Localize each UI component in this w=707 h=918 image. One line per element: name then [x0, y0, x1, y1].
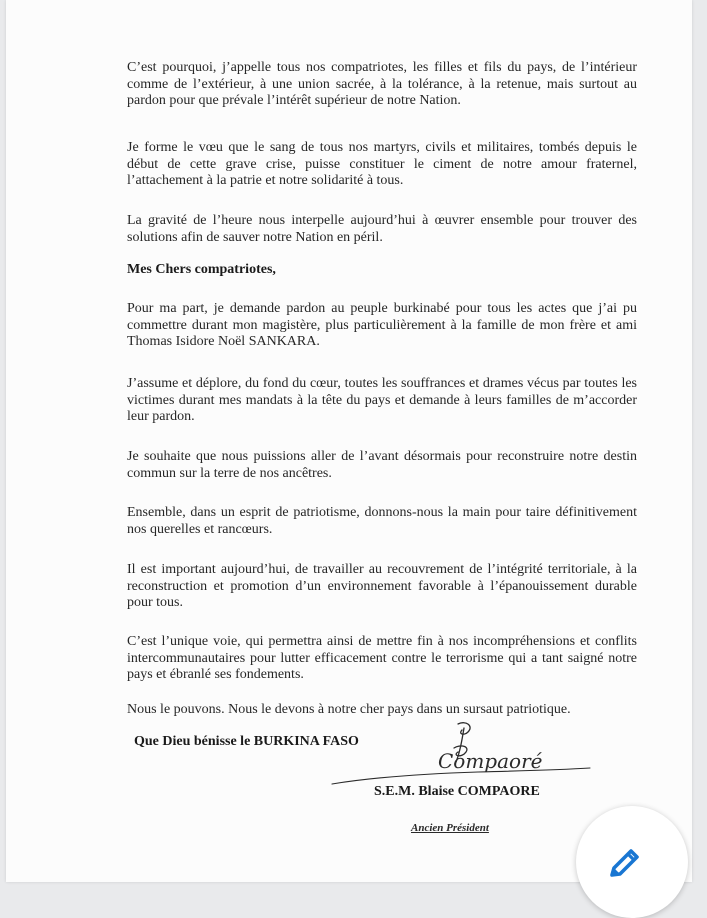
document-page — [6, 0, 692, 882]
paragraph-6: Je souhaite que nous puissions aller de l’avant désormais pour reconstruire notre destin commun sur la terre de nos ancêtres. — [127, 449, 637, 481]
paragraph-4: Pour ma part, je demande pardon au peuple burkinabé pour tous les actes que j’ai pu commettre durant mon magistère, plus particulièrement à la famille de mon frère et ami Thomas Isidore Noël SANKARA. — [127, 301, 637, 349]
paragraph-8: Il est important aujourd’hui, de travailler au recouvrement de l’intégrité territoriale, à la reconstruction et promotion d’un environnement favorable à l’épanouissement durable pour tous. — [127, 562, 637, 610]
pencil-icon — [604, 844, 644, 884]
greeting: Mes Chers compatriotes, — [127, 262, 276, 277]
paragraph-5: J’assume et déplore, du fond du cœur, toutes les souffrances et drames vécus par toutes les victimes durant mes mandats à la tête du pays et demande à leurs familles de m’accorder leur pardon. — [127, 376, 637, 424]
paragraph-9: C’est l’unique voie, qui permettra ainsi de mettre fin à nos incompréhensions et conflits intercommunautaires pour lutter efficacement contre le terrorisme qui a tant saigné notre pays et ébranlé ses fondements. — [127, 634, 637, 682]
signature-text: Compaoré — [438, 749, 543, 773]
paragraph-2: Je forme le vœu que le sang de tous nos martyrs, civils et militaires, tombés depuis le début de cette grave crise, puisse constituer le ciment de notre amour fraternel, l’attachement à la patrie et notre solidarité à tous. — [127, 140, 637, 188]
paragraph-10: Nous le pouvons. Nous le devons à notre cher pays dans un sursaut patriotique. — [127, 702, 571, 717]
signer-name: S.E.M. Blaise COMPAORE — [374, 784, 540, 799]
paragraph-1: C’est pourquoi, j’appelle tous nos compatriotes, les filles et fils du pays, de l’intérieur comme de l’extérieur, à une union sacrée, à la tolérance, à la retenue, mais surtout au pardon pour que prévale l’intérêt supérieur de notre Nation. — [127, 60, 637, 108]
closing-line: Que Dieu bénisse le BURKINA FASO — [134, 734, 359, 749]
paragraph-7: Ensemble, dans un esprit de patriotisme, donnons-nous la main pour taire définitivement nos querelles et rancœurs. — [127, 505, 637, 537]
edit-button[interactable] — [576, 806, 688, 918]
signer-title: Ancien Président — [411, 822, 489, 834]
handwritten-signature — [328, 718, 598, 794]
paragraph-3: La gravité de l’heure nous interpelle aujourd’hui à œuvrer ensemble pour trouver des solutions afin de sauver notre Nation en péril. — [127, 213, 637, 245]
